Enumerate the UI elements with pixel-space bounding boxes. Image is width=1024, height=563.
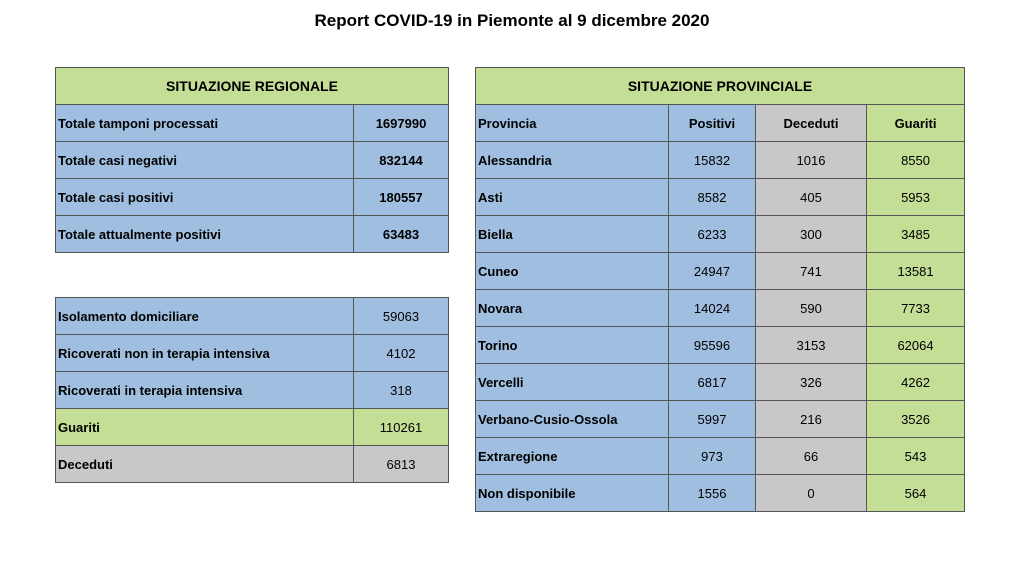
- row-label: Totale attualmente positivi: [56, 216, 354, 253]
- report-title: Report COVID-19 in Piemonte al 9 dicembre 2020: [314, 11, 710, 30]
- row-value: 6813: [354, 446, 449, 483]
- province-name: Vercelli: [476, 364, 669, 401]
- province-name: Extraregione: [476, 438, 669, 475]
- province-name: Asti: [476, 179, 669, 216]
- positivi-value: 15832: [669, 142, 756, 179]
- table-row: [56, 216, 449, 253]
- province-name: Torino: [476, 327, 669, 364]
- table-row: [476, 401, 965, 438]
- column-header-provincia: Provincia: [476, 105, 669, 142]
- table-row: [476, 327, 965, 364]
- column-header-guariti: Guariti: [867, 105, 965, 142]
- guariti-value: 5953: [867, 179, 965, 216]
- table-row: [476, 253, 965, 290]
- guariti-value: 7733: [867, 290, 965, 327]
- regional-situation-table: [55, 67, 449, 253]
- row-label: Totale casi positivi: [56, 179, 354, 216]
- row-value: 59063: [354, 298, 449, 335]
- row-label: Deceduti: [56, 446, 354, 483]
- table-row: [476, 364, 965, 401]
- table-row: [476, 475, 965, 512]
- table-row: [476, 216, 965, 253]
- regional-header: SITUAZIONE REGIONALE: [56, 68, 449, 105]
- column-header-deceduti: Deceduti: [756, 105, 867, 142]
- row-label: Guariti: [56, 409, 354, 446]
- positivi-value: 5997: [669, 401, 756, 438]
- province-name: Biella: [476, 216, 669, 253]
- positivi-value: 24947: [669, 253, 756, 290]
- provincial-situation-table: [475, 67, 965, 512]
- provincial-header: SITUAZIONE PROVINCIALE: [476, 68, 965, 105]
- table-row: [56, 335, 449, 372]
- table-row: [56, 446, 449, 483]
- guariti-value: 543: [867, 438, 965, 475]
- guariti-value: 8550: [867, 142, 965, 179]
- row-value: 63483: [354, 216, 449, 253]
- guariti-value: 4262: [867, 364, 965, 401]
- row-label: Isolamento domiciliare: [56, 298, 354, 335]
- guariti-value: 13581: [867, 253, 965, 290]
- deceduti-value: 590: [756, 290, 867, 327]
- deceduti-value: 1016: [756, 142, 867, 179]
- row-value: 1697990: [354, 105, 449, 142]
- deceduti-value: 66: [756, 438, 867, 475]
- regional-breakdown-table: [55, 297, 449, 483]
- province-name: Non disponibile: [476, 475, 669, 512]
- table-row: [56, 142, 449, 179]
- positivi-value: 14024: [669, 290, 756, 327]
- positivi-value: 6817: [669, 364, 756, 401]
- table-row: [56, 105, 449, 142]
- guariti-value: 3526: [867, 401, 965, 438]
- positivi-value: 973: [669, 438, 756, 475]
- table-row: [56, 298, 449, 335]
- table-row: [476, 438, 965, 475]
- row-label: Totale casi negativi: [56, 142, 354, 179]
- positivi-value: 6233: [669, 216, 756, 253]
- province-name: Novara: [476, 290, 669, 327]
- row-value: 832144: [354, 142, 449, 179]
- row-value: 4102: [354, 335, 449, 372]
- row-label: Ricoverati in terapia intensiva: [56, 372, 354, 409]
- deceduti-value: 405: [756, 179, 867, 216]
- deceduti-value: 300: [756, 216, 867, 253]
- table-row: [56, 179, 449, 216]
- guariti-value: 3485: [867, 216, 965, 253]
- deceduti-value: 741: [756, 253, 867, 290]
- column-header-row: [476, 105, 965, 142]
- row-value: 180557: [354, 179, 449, 216]
- positivi-value: 8582: [669, 179, 756, 216]
- table-row: [476, 179, 965, 216]
- row-label: Totale tamponi processati: [56, 105, 354, 142]
- row-value: 318: [354, 372, 449, 409]
- deceduti-value: 3153: [756, 327, 867, 364]
- deceduti-value: 0: [756, 475, 867, 512]
- deceduti-value: 216: [756, 401, 867, 438]
- province-name: Alessandria: [476, 142, 669, 179]
- province-name: Cuneo: [476, 253, 669, 290]
- positivi-value: 1556: [669, 475, 756, 512]
- table-row: [56, 372, 449, 409]
- row-value: 110261: [354, 409, 449, 446]
- column-header-positivi: Positivi: [669, 105, 756, 142]
- guariti-value: 62064: [867, 327, 965, 364]
- positivi-value: 95596: [669, 327, 756, 364]
- row-label: Ricoverati non in terapia intensiva: [56, 335, 354, 372]
- table-row: [56, 409, 449, 446]
- table-row: [476, 142, 965, 179]
- province-name: Verbano-Cusio-Ossola: [476, 401, 669, 438]
- deceduti-value: 326: [756, 364, 867, 401]
- table-row: [476, 290, 965, 327]
- guariti-value: 564: [867, 475, 965, 512]
